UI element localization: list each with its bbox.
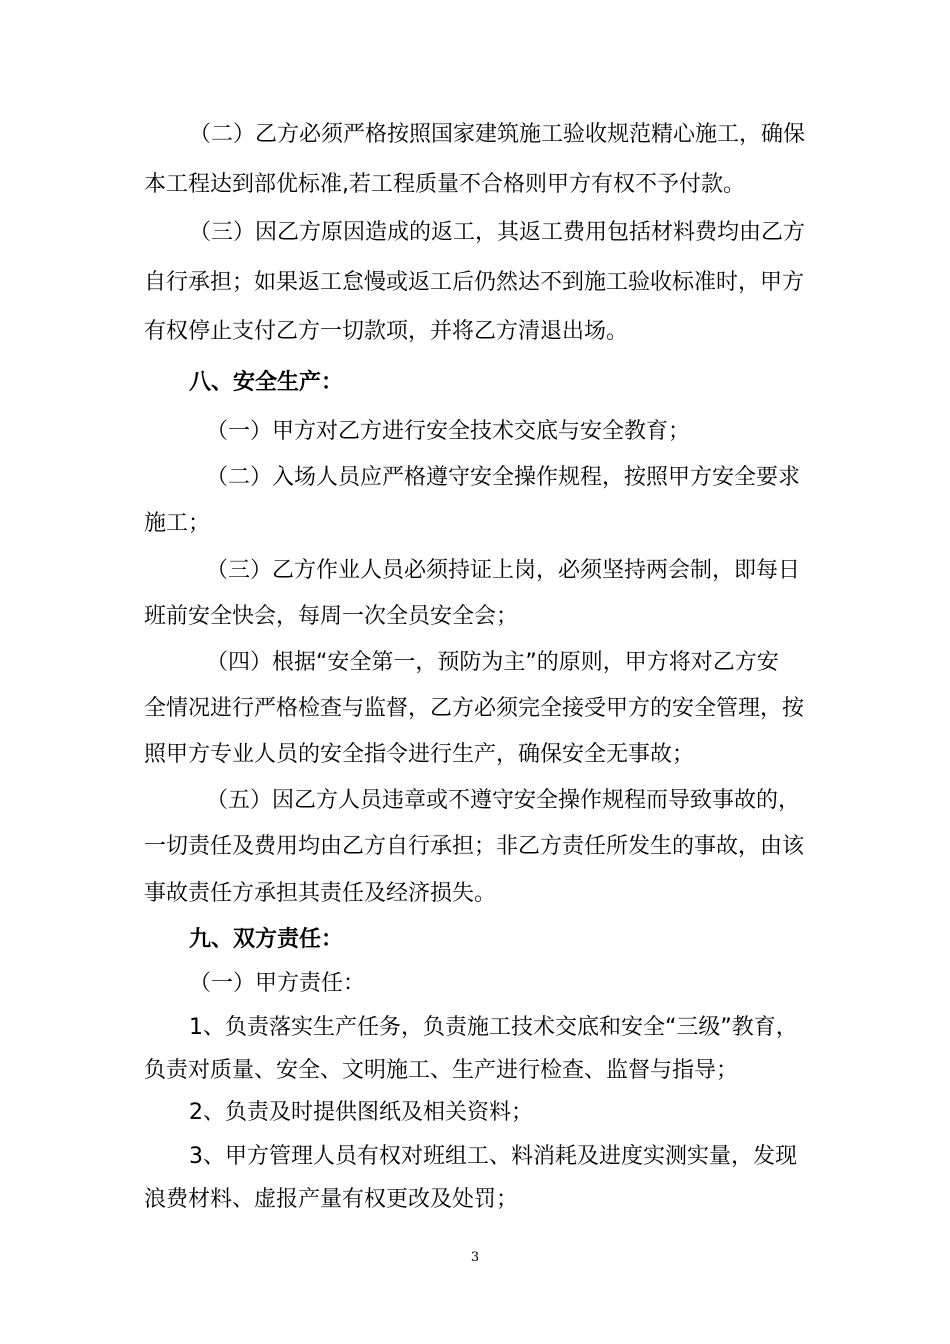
text-line-10: （三）乙方作业人员必须持证上岗，必须坚持两会制，即每日 xyxy=(206,558,801,583)
text-line-5: 有权停止支付乙方一切款项，并将乙方清退出场。 xyxy=(144,319,629,344)
text-line-23: 3、甲方管理人员有权对班组工、料消耗及进度实测实量，发现 xyxy=(189,1144,797,1169)
text-line-9: 施工； xyxy=(144,511,211,536)
text-line-22: 2、负责及时提供图纸及相关资料； xyxy=(189,1100,533,1125)
text-line-7: （一）甲方对乙方进行安全技术交底与安全教育； xyxy=(206,419,691,444)
text-line-13: 全情况进行严格检查与监督，乙方必须完全接受甲方的安全管理，按 xyxy=(144,696,805,721)
text-line-2: 本工程达到部优标准,若工程质量不合格则甲方有权不予付款。 xyxy=(144,172,745,197)
text-line-12: （四）根据“安全第一，预防为主”的原则，甲方将对乙方安 xyxy=(206,650,779,675)
text-line-20: 1、负责落实生产任务，负责施工技术交底和安全“三级”教育， xyxy=(189,1015,798,1040)
text-line-4: 自行承担；如果返工怠慢或返工后仍然达不到施工验收标准时，甲方 xyxy=(144,270,805,295)
text-line-17: 事故责任方承担其责任及经济损失。 xyxy=(144,881,497,906)
page-number: 3 xyxy=(470,1250,480,1265)
text-line-21: 负责对质量、安全、文明施工、生产进行检查、监督与指导； xyxy=(144,1058,739,1083)
text-line-3: （三）因乙方原因造成的返工，其返工费用包括材料费均由乙方 xyxy=(189,220,806,245)
text-line-16: 一切责任及费用均由乙方自行承担；非乙方责任所发生的事故，由该 xyxy=(144,834,805,859)
text-line-24: 浪费材料、虚报产量有权更改及处罚； xyxy=(144,1187,519,1212)
text-line-15: （五）因乙方人员违章或不遵守安全操作规程而导致事故的， xyxy=(206,788,801,813)
section-heading-8: 八、安全生产： xyxy=(189,370,344,395)
text-line-19: （一）甲方责任： xyxy=(189,971,366,996)
text-line-11: 班前安全快会，每周一次全员安全会； xyxy=(144,604,519,629)
text-line-14: 照甲方专业人员的安全指令进行生产，确保安全无事故； xyxy=(144,742,695,767)
section-heading-9: 九、双方责任： xyxy=(189,927,344,952)
text-line-8: （二）入场人员应严格遵守安全操作规程，按照甲方安全要求 xyxy=(206,465,801,490)
text-line-1: （二）乙方必须严格按照国家建筑施工验收规范精心施工，确保 xyxy=(189,122,806,147)
